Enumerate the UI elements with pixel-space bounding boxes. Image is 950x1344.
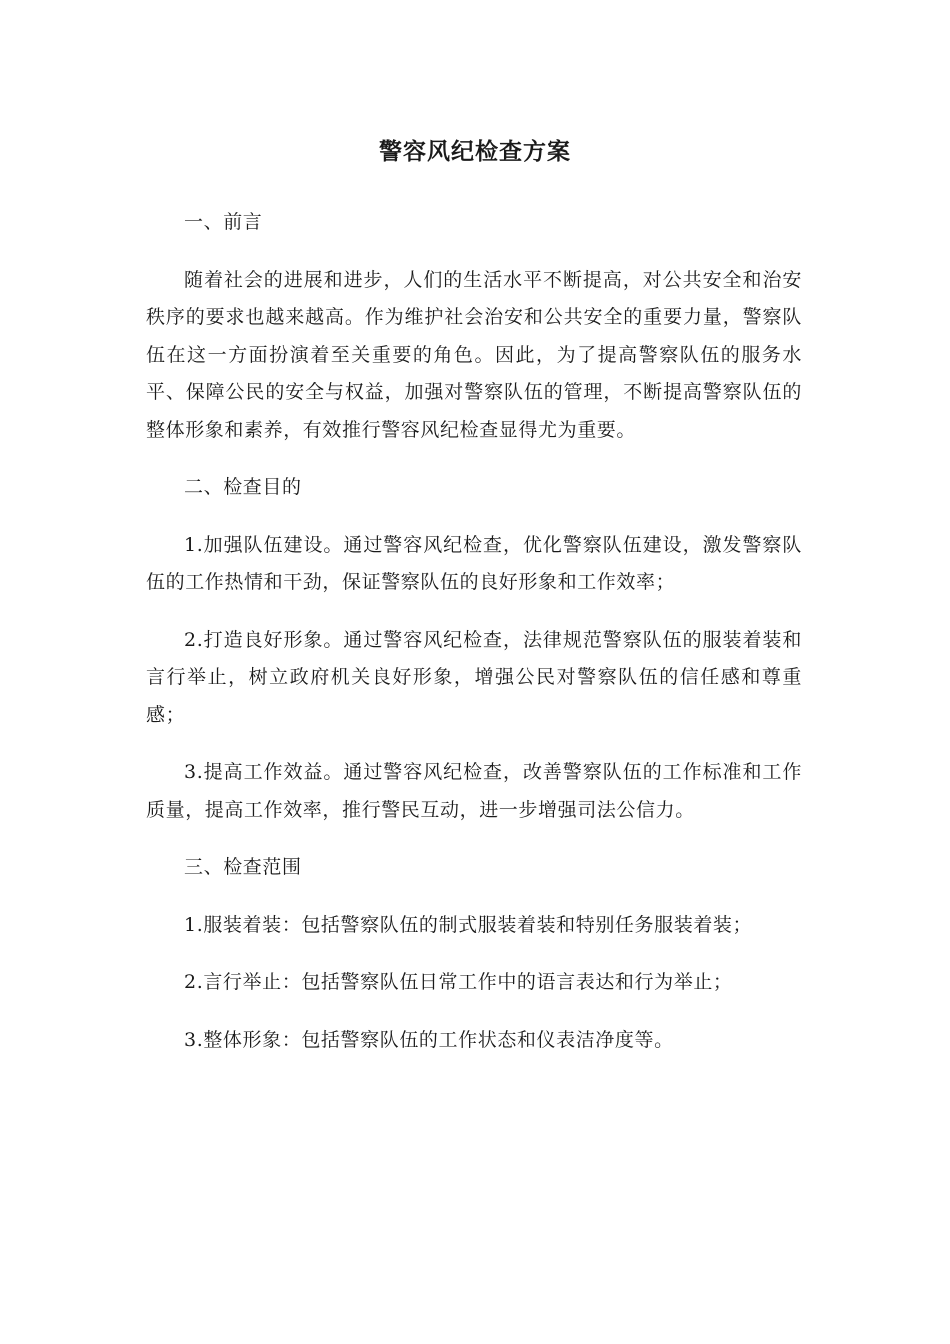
section-heading-preface: 一、前言 <box>184 211 263 233</box>
preface-paragraph: 随着社会的进展和进步，人们的生活水平不断提高，对公共安全和治安秩序的要求也越来越高。作为维护社会治安和公共安全的重要力量，警察队伍在这一方面扮演着至关重要的角色。因此，为了提高警察队伍的服务水平、保障公民的安全与权益，加强对警察队伍的管理，不断提高警察队伍的整体形象和素养，有效推行警容风纪检查显得尤为重要。 <box>146 268 802 441</box>
purpose-item-2: 2.打造良好形象。通过警容风纪检查，法律规范警察队伍的服装着装和言行举止，树立政府机关良好形象，增强公民对警察队伍的信任感和尊重感； <box>146 628 802 726</box>
section-heading-scope: 三、检查范围 <box>184 856 302 878</box>
scope-item-2: 2.言行举止：包括警察队伍日常工作中的语言表达和行为举止； <box>184 971 733 993</box>
scope-item-1: 1.服装着装：包括警察队伍的制式服装着装和特别任务服装着装； <box>184 913 753 936</box>
document-body <box>146 204 802 1079</box>
document-title: 警容风纪检查方案 <box>379 139 571 165</box>
scope-item-3: 3.整体形象：包括警察队伍的工作状态和仪表洁净度等。 <box>184 1028 674 1051</box>
purpose-item-1: 1.加强队伍建设。通过警容风纪检查，优化警察队伍建设，激发警察队伍的工作热情和干劲，保证警察队伍的良好形象和工作效率； <box>146 533 802 593</box>
section-heading-purpose: 二、检查目的 <box>184 476 302 498</box>
purpose-item-3: 3.提高工作效益。通过警容风纪检查，改善警察队伍的工作标准和工作质量，提高工作效率，推行警民互动，进一步增强司法公信力。 <box>146 761 802 821</box>
